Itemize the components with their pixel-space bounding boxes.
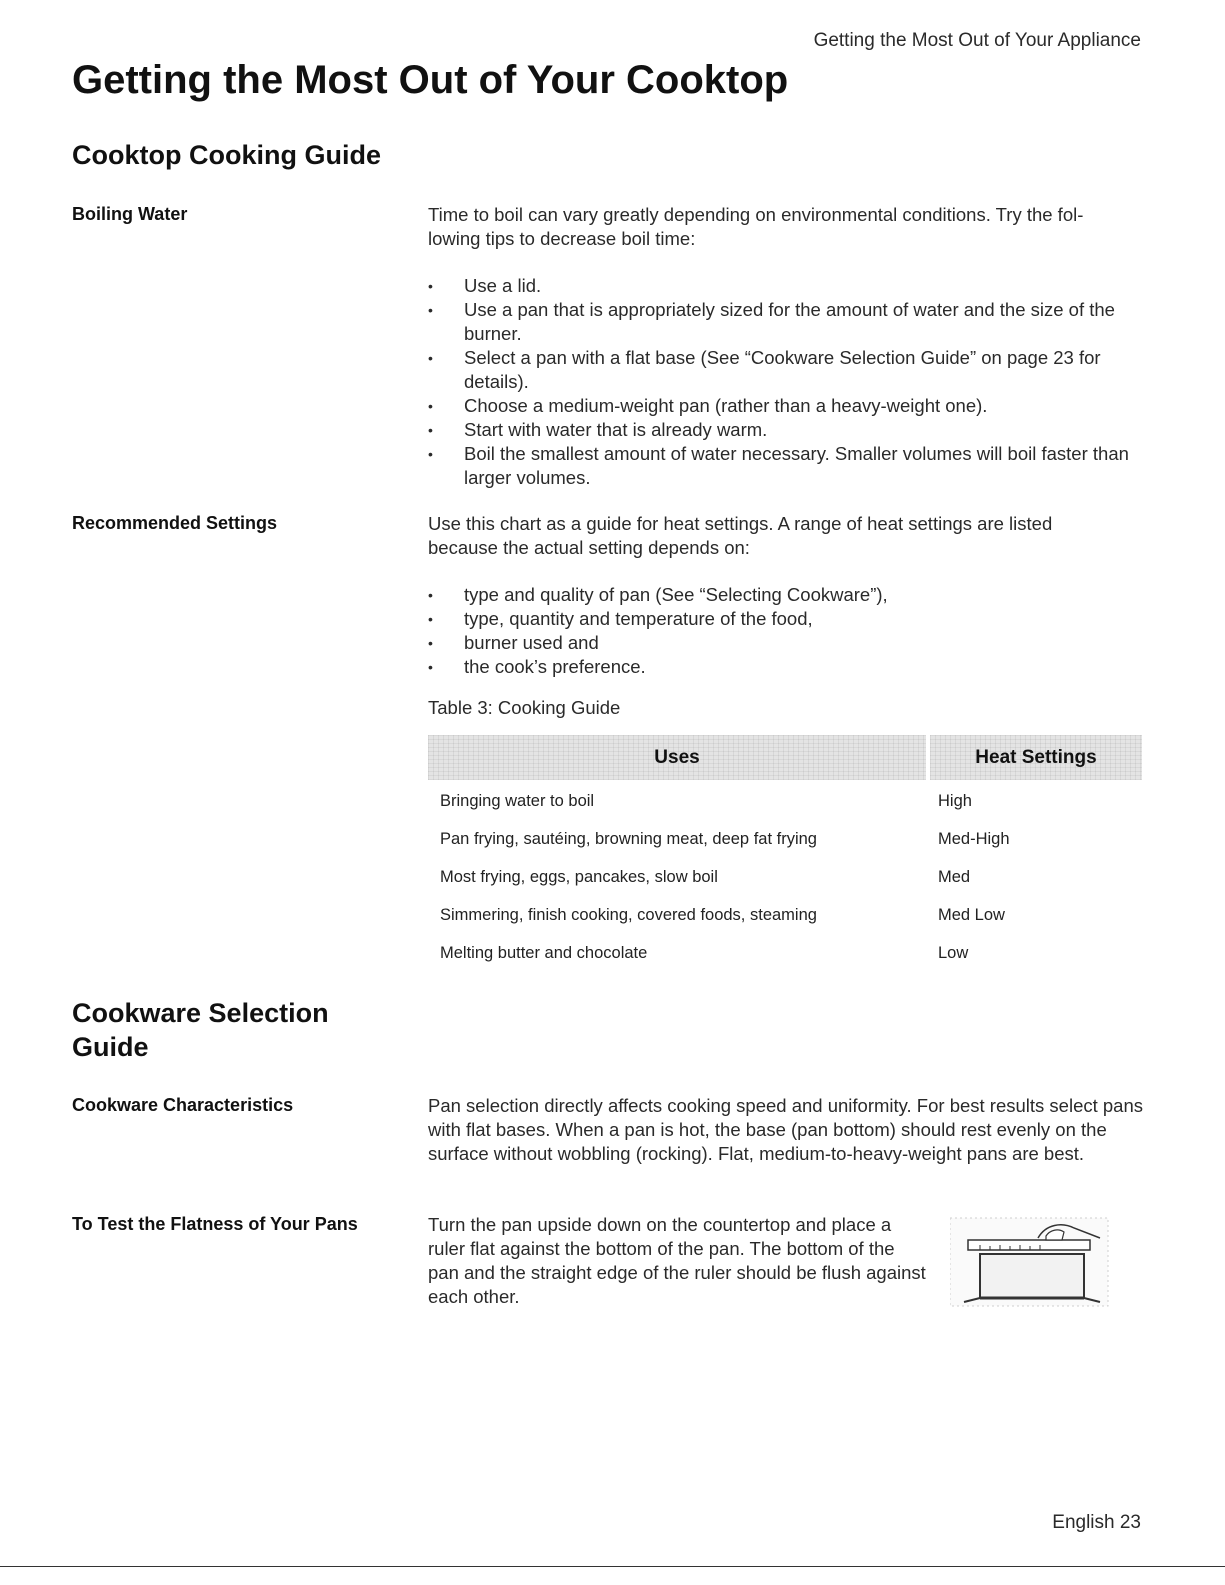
page-number: English 23 [1052,1512,1141,1533]
table-row [428,858,1142,896]
list-item: • the cook’s preference. [428,655,1148,679]
recommended-intro: Use this chart as a guide for heat settings. A range of heat settings are listed because the actual setting depends on: [428,513,1053,558]
table-row [428,934,1142,972]
list-item: • Boil the smallest amount of water necessary. Smaller volumes will boil faster than larger volumes. [428,442,1140,490]
column-header-uses: Uses [428,735,926,780]
recommended-settings-label: Recommended Settings [72,513,278,533]
list-item: • type and quality of pan (See “Selecting Cookware”), [428,583,1148,607]
boiling-water-text [428,203,1148,490]
list-item: • Choose a medium-weight pan (rather than a heavy-weight one). [428,394,1140,418]
table-cell-use: Bringing water to boil [440,791,595,810]
list-item: • Use a pan that is appropriately sized for the amount of water and the size of the burner. [428,298,1140,346]
recommended-settings-text [428,512,1148,679]
table-cell-heat: Med-High [938,829,1010,848]
flatness-test-text: Turn the pan upside down on the countertop and place a ruler flat against the bottom of the pan. The bottom of the pan and the straight edge of the ruler should be flush against each other. [428,1214,926,1307]
bottom-rule [0,1566,1225,1567]
flatness-test-label: To Test the Flatness of Your Pans [72,1214,358,1234]
recommended-factors-list [428,583,1148,679]
list-item: • type, quantity and temperature of the food, [428,607,1148,631]
table-row [428,820,1142,858]
section-heading-line: Guide [72,1032,149,1062]
table-cell-heat: Low [938,943,969,962]
boiling-tips-list [428,274,1140,490]
boiling-water-label: Boiling Water [72,204,188,224]
section-heading-cooking-guide: Cooktop Cooking Guide [72,140,381,170]
page-title: Getting the Most Out of Your Cooktop [72,58,789,102]
column-header-heat-settings: Heat Settings [930,735,1142,780]
pan-ruler-illustration [950,1212,1110,1312]
section-heading-line: Cookware Selection [72,998,329,1028]
pan-ruler-drawing [950,1212,1110,1312]
list-item: • Select a pan with a flat base (See “Cookware Selection Guide” on page 23 for details). [428,346,1140,394]
list-item: • Use a lid. [428,274,1140,298]
cookware-characteristics-label: Cookware Characteristics [72,1095,294,1115]
table-cell-heat: Med Low [938,905,1005,924]
table-cell-use: Simmering, finish cooking, covered foods, steaming [440,905,817,924]
cookware-characteristics-text: Pan selection directly affects cooking speed and uniformity. For best results select pans with flat bases. When a pan is hot, the base (pan bottom) should rest evenly on the surface without wobbling (rocking). Flat, medium-to-heavy-weight pans are best. [428,1095,1144,1164]
list-item: • burner used and [428,631,1148,655]
table-cell-heat: High [938,791,972,810]
table-cell-use: Melting butter and chocolate [440,943,648,962]
table-caption: Table 3: Cooking Guide [428,697,621,718]
table-cell-use: Most frying, eggs, pancakes, slow boil [440,867,718,886]
running-head: Getting the Most Out of Your Appliance [813,30,1141,51]
cooking-guide-table [428,735,1142,972]
table-header [428,735,1142,780]
section-heading-cookware-selection [72,996,329,1064]
table-row [428,782,1142,820]
table-row [428,896,1142,934]
list-item: • Start with water that is already warm. [428,418,1140,442]
table-cell-heat: Med [938,867,971,886]
boiling-intro: Time to boil can vary greatly depending on environmental conditions. Try the fol- lowing tips to decrease boil time: [428,204,1084,249]
table-cell-use: Pan frying, sautéing, browning meat, deep fat frying [440,829,817,848]
